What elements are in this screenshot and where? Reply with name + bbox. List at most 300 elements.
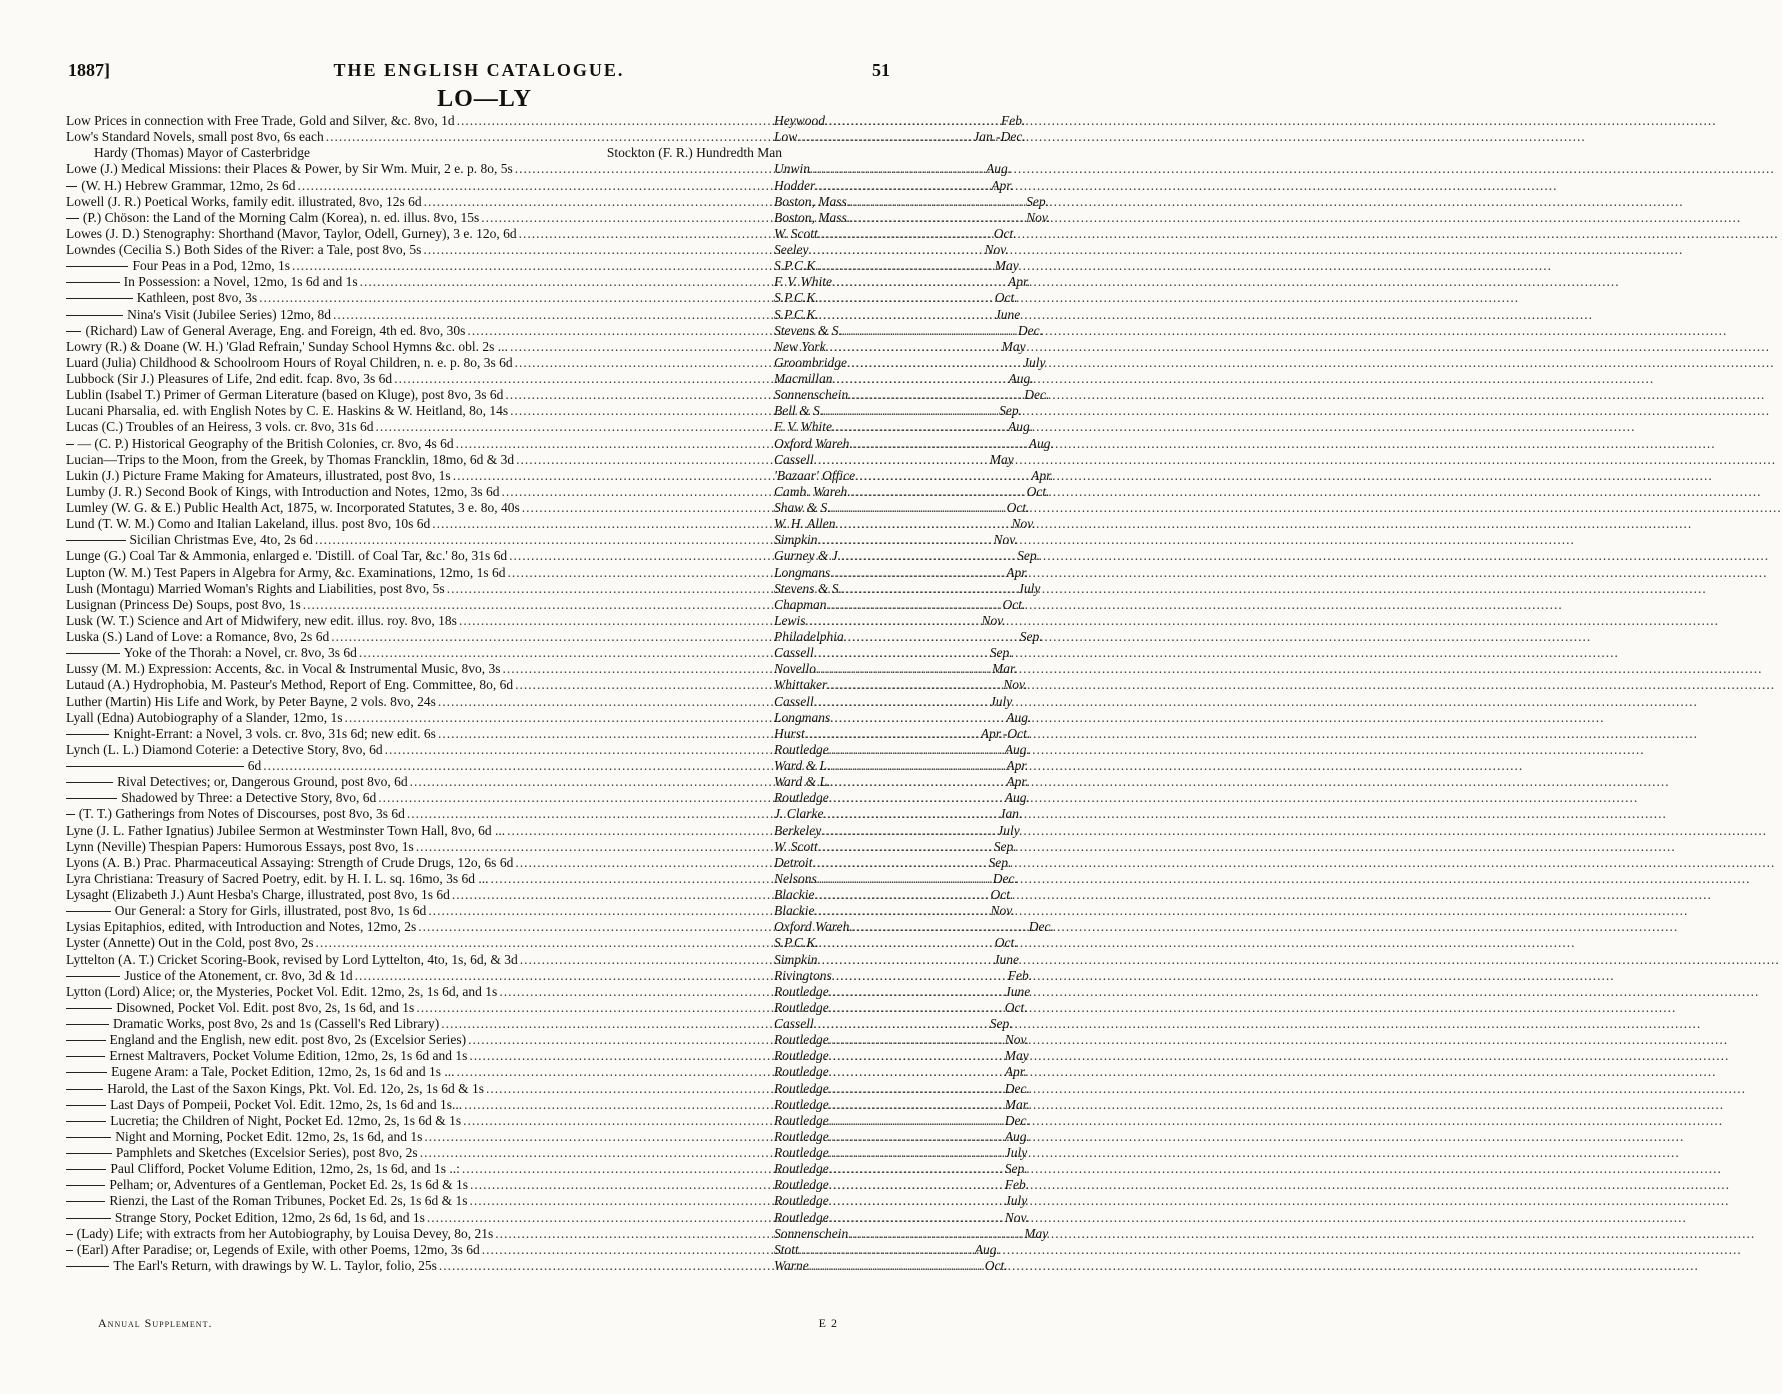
catalogue-entries <box>66 113 1054 1274</box>
dot-leader <box>508 565 772 581</box>
dot-leader <box>824 806 999 822</box>
entry-month: Sep. <box>1026 193 1050 209</box>
entry-publisher: Blackie <box>774 903 815 919</box>
catalogue-entry <box>66 758 1029 774</box>
dot-leader <box>375 419 772 435</box>
catalogue-entry <box>66 725 1031 742</box>
catalogue-entry <box>66 612 1006 629</box>
entry-title: Lucas (C.) Troubles of an Heiress, 3 vols. cr. 8vo, 31s 6d <box>66 419 374 435</box>
catalogue-entry <box>66 371 1034 387</box>
entry-month: Apr. <box>1006 774 1029 790</box>
dot-leader <box>827 597 1002 613</box>
entry-publisher: Nelsons <box>774 870 817 886</box>
dot-leader <box>263 758 772 774</box>
entry-publisher: Routledge <box>774 741 829 757</box>
entry-title: Lussy (M. M.) Expression: Accents, &c. in Vocal & Instrumental Music, 8vo, 3s <box>66 661 501 677</box>
catalogue-entry <box>66 1241 1000 1258</box>
entry-title: Night and Morning, Pocket Edit. 12mo, 2s, 1s 6d, and 1s <box>115 1128 423 1144</box>
dot-leader <box>486 1081 772 1097</box>
entry-publisher: Camb. Wareh. <box>774 483 851 499</box>
dot-leader <box>832 968 1007 984</box>
dot-leader <box>818 226 993 242</box>
entry-title: (W. H.) Hebrew Grammar, 12mo, 2s 6d <box>81 177 296 193</box>
catalogue-entry <box>66 870 1018 887</box>
entry-title: Lyne (J. L. Father Ignatius) Jubilee Sermon at Westminster Town Hall, 8vo, 6d ... <box>66 822 506 838</box>
entry-month: May <box>994 258 1019 274</box>
dot-leader <box>452 887 772 903</box>
catalogue-entry <box>66 596 1026 613</box>
dot-leader <box>829 742 1004 758</box>
entry-publisher: Warne <box>774 1257 809 1273</box>
catalogue-entry <box>66 661 1018 677</box>
entry-title: Lowry (R.) & Doane (W. H.) 'Glad Refrain,' Sunday School Hymns &c. obl. 2s ... <box>66 338 508 354</box>
dot-leader <box>315 532 772 548</box>
catalogue-entry <box>66 451 1014 468</box>
entry-month: Aug. <box>986 161 1012 177</box>
entry-month: Nov. <box>990 903 1015 919</box>
catalogue-entry <box>66 209 1051 226</box>
entry-month: Oct. <box>984 1257 1008 1273</box>
dot-leader <box>378 790 772 806</box>
dot-leader <box>816 661 991 677</box>
dot-leader <box>819 290 994 306</box>
catalogue-entry <box>66 435 1054 452</box>
dot-leader <box>819 258 994 274</box>
entry-publisher: New York <box>774 338 826 354</box>
dot-leader <box>463 1113 772 1129</box>
entry-title: Lynn (Neville) Thespian Papers: Humorous Essays, post 8vo, 1s <box>66 838 414 854</box>
catalogue-entry <box>66 516 1036 532</box>
entry-title: Lowes (J. D.) Stenography: Shorthand (Mavor, Taylor, Odell, Gurney), 3 e. 12o, 6d <box>66 225 517 241</box>
catalogue-entry <box>66 274 1031 290</box>
dot-leader <box>331 629 772 645</box>
entry-publisher: Routledge <box>774 1209 829 1225</box>
entry-month: Sep. <box>993 838 1017 854</box>
entry-title: Lyster (Annette) Out in the Cold, post 8vo, 2s <box>66 935 314 951</box>
entry-title: Our General: a Story for Girls, illustrated, post 8vo, 1s 6d <box>114 903 427 919</box>
entry-month: Dec. <box>1017 322 1043 338</box>
entry-month: Nov. <box>1004 1209 1029 1225</box>
entry-title: (Lady) Life; with extracts from her Autobiography, by Louisa Devey, 8o, 21s <box>76 1225 494 1241</box>
dot-leader <box>832 419 1007 435</box>
catalogue-entry <box>66 967 1033 984</box>
catalogue-entry <box>66 693 1013 710</box>
dot-leader <box>814 452 989 468</box>
entry-title: Last Days of Pompeii, Pocket Vol. Edit. 12mo, 2s, 1s 6d and 1s... <box>110 1096 463 1112</box>
entry-title: Pelham; or, Adventures of a Gentleman, Pocket Ed. 2s, 1s 6d & 1s <box>109 1177 468 1193</box>
entry-publisher: Groombridge <box>774 354 847 370</box>
entry-month: Aug. <box>1006 709 1032 725</box>
entry-publisher: Shaw & S. <box>774 500 831 515</box>
ditto-rule <box>66 1121 106 1122</box>
dot-leader <box>423 242 772 258</box>
entry-title: Yoke of the Thorah: a Novel, cr. 8vo, 3s 6d <box>123 645 357 661</box>
ditto-rule <box>66 976 120 977</box>
entry-month: May <box>1004 1048 1029 1064</box>
dot-leader <box>456 1064 772 1080</box>
dot-leader <box>428 903 772 919</box>
dot-leader <box>829 1129 1004 1145</box>
dot-leader <box>829 1113 1004 1129</box>
catalogue-entry <box>66 774 1029 790</box>
dot-leader <box>467 323 772 339</box>
dot-leader <box>851 484 1026 500</box>
dot-leader <box>441 1016 772 1032</box>
dot-leader <box>456 436 772 452</box>
entry-month: Oct. <box>994 290 1018 306</box>
dot-leader <box>410 774 772 790</box>
footer-left: Annual Supplement. <box>98 1316 213 1330</box>
entry-title: Sicilian Christmas Eve, 4to, 2s 6d <box>129 532 313 548</box>
ditto-rule <box>66 1089 103 1090</box>
entry-title: Paul Clifford, Pocket Volume Edition, 12mo, 2s, 1s 6d, and 1s ..: <box>110 1161 460 1177</box>
entry-publisher: Routledge <box>774 1048 829 1064</box>
entry-month: July <box>1023 354 1046 370</box>
entry-publisher: Hodder <box>774 177 816 193</box>
dot-leader <box>829 1032 1004 1048</box>
entry-publisher: Longmans <box>774 709 831 725</box>
entry-publisher: Oxford Wareh. <box>774 919 853 935</box>
catalogue-entry <box>66 999 1028 1016</box>
entry-title: Pamphlets and Sketches (Excelsior Series), post 8vo, 2s <box>115 1145 418 1160</box>
catalogue-entry <box>66 177 1014 194</box>
entry-title: Lunge (G.) Coal Tar & Ammonia, enlarged e. 'Distill. of Coal Tar, &c.' 8o, 31s 6d <box>66 548 508 564</box>
dot-leader <box>818 532 993 548</box>
dot-leader <box>499 984 772 1000</box>
entry-title: Ernest Maltravers, Pocket Volume Edition, 12mo, 2s, 1s 6d and 1s <box>109 1048 468 1064</box>
dot-leader <box>505 387 772 403</box>
catalogue-entry <box>66 1032 1029 1048</box>
entry-title: Justice of the Atonement, cr. 8vo, 3d & 1d <box>124 967 353 983</box>
entry-publisher: Oxford Wareh. <box>774 435 853 451</box>
catalogue-entry <box>66 1016 1013 1032</box>
entry-month: Nov. <box>1004 1032 1029 1048</box>
dot-leader <box>438 726 772 742</box>
entry-title: Knight-Errant: a Novel, 3 vols. cr. 8vo, 31s 6d; new edit. 6s <box>113 725 436 741</box>
ditto-rule <box>66 1234 73 1235</box>
dot-leader <box>819 935 994 951</box>
catalogue-entry <box>66 1128 1030 1145</box>
dot-leader <box>818 839 993 855</box>
section-heading: LO—LY <box>437 86 532 112</box>
entry-title: Lutaud (A.) Hydrophobia, M. Pasteur's Method, Report of Eng. Committee, 8o, 6d <box>66 677 514 693</box>
entry-month: May <box>1024 1225 1049 1241</box>
entry-month: July <box>1017 580 1041 596</box>
entry-publisher: W. Scott <box>774 838 818 854</box>
entry-title: Lusignan (Princess De) Soups, post 8vo, 1s <box>66 596 301 612</box>
dot-leader <box>459 613 772 629</box>
dot-leader <box>823 403 998 419</box>
dot-leader <box>829 1193 1004 1209</box>
entry-month: Feb. <box>1001 113 1026 128</box>
ditto-rule <box>66 1040 106 1041</box>
ditto-rule <box>66 1024 109 1025</box>
dot-leader <box>495 1226 772 1242</box>
dot-leader <box>814 1016 989 1032</box>
catalogue-entry <box>66 387 1050 403</box>
entry-publisher: Routledge <box>774 790 829 806</box>
ditto-rule <box>66 1250 73 1251</box>
entry-publisher: Cassell <box>774 1016 814 1031</box>
dot-leader <box>333 307 772 323</box>
series-title-right: Stockton (F. R.) Hundredth Man <box>606 145 782 161</box>
catalogue-entry <box>66 1161 1028 1177</box>
dot-leader <box>850 210 1025 226</box>
dot-leader <box>297 178 772 194</box>
entry-publisher: Heywood <box>774 113 825 128</box>
ditto-rule <box>66 1153 112 1154</box>
catalogue-entry <box>66 532 1018 548</box>
dot-leader <box>829 1000 1004 1016</box>
entry-month: Sep. <box>1019 629 1043 644</box>
entry-month: Aug. <box>1004 790 1030 806</box>
catalogue-entry <box>66 983 1031 1000</box>
dot-leader <box>424 1129 772 1145</box>
entry-title: Shadowed by Three: a Detective Story, 8vo, 6d <box>121 790 377 806</box>
dot-leader <box>355 968 772 984</box>
dot-leader <box>259 290 772 306</box>
entry-title: Lysias Epitaphios, edited, with Introduction and Notes, 12mo, 2s <box>66 919 417 935</box>
dot-leader <box>830 758 1005 774</box>
dot-leader <box>830 565 1005 581</box>
entry-publisher: Ward & L. <box>774 774 831 790</box>
dot-leader <box>303 597 772 613</box>
dot-leader <box>438 694 772 710</box>
catalogue-entry <box>66 322 1043 339</box>
ditto-rule <box>66 1185 105 1186</box>
entry-publisher: Detroit <box>774 854 813 870</box>
dot-leader <box>810 161 985 177</box>
entry-month: Apr. <box>1006 758 1029 773</box>
entry-month: Aug. <box>1004 1128 1030 1144</box>
catalogue-entry <box>66 338 1026 355</box>
dot-leader <box>326 129 772 145</box>
entry-publisher: Blackie <box>774 887 815 902</box>
dot-leader <box>813 855 988 871</box>
dot-leader <box>507 823 772 839</box>
catalogue-entry <box>66 145 892 161</box>
entry-publisher: Berkeley <box>774 822 822 838</box>
ditto-rule <box>66 331 81 332</box>
entry-publisher: Seeley <box>774 242 809 257</box>
dot-leader <box>818 952 993 968</box>
dot-leader <box>825 113 1000 129</box>
catalogue-entry <box>66 564 1029 581</box>
entry-month: July <box>1004 1145 1028 1160</box>
entry-month: Nov. <box>993 532 1018 548</box>
dot-leader <box>850 194 1025 210</box>
entry-month: Oct. <box>990 887 1014 902</box>
entry-publisher: 'Bazaar' Office <box>774 467 856 483</box>
ditto-rule <box>66 1137 111 1138</box>
dot-leader <box>814 694 989 710</box>
entry-month: Apr. <box>1006 564 1029 580</box>
entry-title: Lyall (Edna) Autobiography of a Slander, 12mo, 1s <box>66 709 343 725</box>
entry-title: Four Peas in a Pod, 12mo, 1s <box>132 258 290 274</box>
ditto-rule <box>66 266 128 267</box>
entry-publisher: Boston, Mass. <box>774 193 851 209</box>
dot-leader <box>418 919 772 935</box>
series-title-left: Hardy (Thomas) Mayor of Casterbridge <box>94 145 310 161</box>
catalogue-entry <box>66 806 1023 822</box>
entry-title: Lublin (Isabel T.) Primer of German Literature (based on Kluge), post 8vo, 3s 6d <box>66 387 504 403</box>
entry-month: Aug. <box>974 1241 1000 1257</box>
entry-month: Oct. <box>1002 596 1026 612</box>
entry-title: (Earl) After Paradise; or, Legends of Exile, with other Poems, 12mo, 3s 6d <box>76 1241 480 1257</box>
ditto-rule <box>66 814 75 815</box>
dot-leader <box>829 1081 1004 1097</box>
dot-leader <box>844 629 1019 645</box>
entry-publisher: Routledge <box>774 1080 829 1096</box>
entry-publisher: Routledge <box>774 999 829 1015</box>
dot-leader <box>826 339 1001 355</box>
dot-leader <box>515 161 772 177</box>
entry-publisher: Gurney & J. <box>774 548 842 564</box>
catalogue-entry <box>66 935 1018 951</box>
dot-leader <box>468 1032 772 1048</box>
dot-leader <box>809 1258 984 1274</box>
entry-month: June <box>1004 983 1031 999</box>
entry-title: Luard (Julia) Childhood & Schoolroom Hours of Royal Children, n. e. p. 8o, 3s 6d <box>66 354 513 370</box>
entry-title: Lysaght (Elizabeth J.) Aunt Hesba's Charge, illustrated, post 8vo, 1s 6d <box>66 887 450 902</box>
dot-leader <box>842 323 1017 339</box>
ditto-rule <box>66 1008 112 1009</box>
catalogue-entry <box>66 1112 1030 1129</box>
entry-publisher: F. V. White <box>774 274 833 290</box>
dot-leader <box>829 1097 1004 1113</box>
entry-title: Lucretia; the Children of Night, Pocket Ed. 12mo, 2s, 1s 6d & 1s <box>110 1112 462 1128</box>
page-number: 51 <box>872 60 890 80</box>
entry-month: Feb. <box>1004 1177 1030 1193</box>
dot-leader <box>829 1048 1004 1064</box>
ditto-rule <box>66 1105 106 1106</box>
entry-month: May <box>989 451 1014 467</box>
entry-publisher: Cassell <box>774 645 814 661</box>
entry-publisher: Routledge <box>774 1112 829 1128</box>
entry-month: Sep. <box>989 1016 1013 1031</box>
entry-month: Sep. <box>999 403 1022 419</box>
entry-publisher: Stevens & S. <box>774 322 842 338</box>
entry-title: Lyttelton (A. T.) Cricket Scoring-Book, revised by Lord Lyttelton, 4to, 1s, 6d, & 3d <box>66 951 518 967</box>
ditto-rule <box>66 218 79 219</box>
entry-publisher: S.P.C.K. <box>774 306 819 322</box>
catalogue-entry <box>66 629 1043 645</box>
catalogue-entry <box>66 242 1009 258</box>
ditto-rule <box>66 540 126 541</box>
catalogue-entry <box>66 1145 1028 1161</box>
catalogue-entry <box>66 403 1022 419</box>
entry-title: Lowell (J. R.) Poetical Works, family edit. illustrated, 8vo, 12s 6d <box>66 193 422 209</box>
dot-leader <box>821 823 996 839</box>
header-year: 1887] <box>68 60 110 80</box>
entry-publisher: Low <box>774 129 798 145</box>
entry-month: Nov. <box>984 242 1009 257</box>
entry-month: June <box>993 951 1019 967</box>
catalogue-entry <box>66 548 1040 564</box>
dot-leader <box>833 371 1008 387</box>
entry-publisher: S.P.C.K. <box>774 258 819 274</box>
dot-leader <box>315 935 772 951</box>
ditto-rule <box>66 782 113 783</box>
dot-leader <box>830 710 1005 726</box>
catalogue-entry <box>66 1177 1030 1193</box>
dot-leader <box>432 516 772 532</box>
entry-month: Oct. <box>994 935 1018 951</box>
catalogue-entry <box>66 193 1050 210</box>
entry-month: Aug. <box>1008 371 1034 386</box>
dot-leader <box>797 129 972 145</box>
dot-leader <box>848 387 1023 403</box>
dot-leader <box>832 274 1007 290</box>
entry-month: Oct. <box>1006 500 1030 515</box>
dot-leader <box>806 613 981 629</box>
ditto-rule <box>66 1266 109 1267</box>
dot-leader <box>829 1145 1004 1161</box>
entry-title: Lowe (J.) Medical Missions: their Places & Power, by Sir Wm. Muir, 2 e. p. 8o, 5s <box>66 161 513 177</box>
dot-leader <box>817 871 992 887</box>
ditto-rule <box>66 766 244 767</box>
entry-month: Feb. <box>1007 967 1033 983</box>
catalogue-entry <box>66 258 1019 274</box>
dot-leader <box>447 581 772 597</box>
dot-leader <box>522 500 772 516</box>
dot-leader <box>853 436 1028 452</box>
ditto-rule <box>66 1072 107 1073</box>
dot-leader <box>515 355 772 371</box>
dot-leader <box>407 806 772 822</box>
dot-leader <box>394 371 772 387</box>
entry-month: Nov. <box>1026 209 1051 225</box>
catalogue-entry <box>66 1225 1049 1242</box>
dot-leader <box>292 258 772 274</box>
dot-leader <box>815 178 990 194</box>
entry-month: Oct. <box>1026 483 1050 499</box>
dot-leader <box>509 548 772 564</box>
entry-publisher: Unwin <box>774 161 811 177</box>
catalogue-entry <box>66 500 1030 516</box>
dot-leader <box>814 645 989 661</box>
entry-month: July <box>1004 1193 1028 1209</box>
entry-month: Sep. <box>1004 1161 1028 1177</box>
entry-title: Lucian—Trips to the Moon, from the Greek, by Thomas Francklin, 18mo, 6d & 3d <box>66 451 515 467</box>
dot-leader <box>462 1161 772 1177</box>
entry-publisher: Longmans <box>774 564 831 580</box>
dot-leader <box>827 677 1002 693</box>
entry-title: Lyons (A. B.) Prac. Pharmaceutical Assaying: Strength of Crude Drugs, 12o, 6s 6d <box>66 854 514 870</box>
entry-title: Luska (S.) Land of Love: a Romance, 8vo, 2s 6d <box>66 629 330 644</box>
dot-leader <box>836 516 1011 532</box>
entry-publisher: Routledge <box>774 1096 829 1112</box>
dot-leader <box>829 1177 1004 1193</box>
catalogue-entry <box>66 483 1050 500</box>
dot-leader <box>420 1145 772 1161</box>
dot-leader <box>829 790 1004 806</box>
ditto-rule <box>66 798 117 799</box>
ditto-rule <box>66 653 120 654</box>
dot-leader <box>427 1210 772 1226</box>
entry-title: Luther (Martin) His Life and Work, by Peter Bayne, 2 vols. 8vo, 24s <box>66 693 436 709</box>
dot-leader <box>501 484 772 500</box>
entry-publisher: Whittaker <box>774 677 828 693</box>
entry-month: Oct. <box>1004 999 1028 1015</box>
dot-leader <box>469 1048 772 1064</box>
ditto-rule <box>66 1218 111 1219</box>
footer-signature: E 2 <box>818 1316 838 1330</box>
dot-leader <box>814 887 989 903</box>
entry-title: Strange Story, Pocket Edition, 12mo, 2s 6d, 1s 6d, and 1s <box>114 1209 425 1225</box>
entry-title: — (C. P.) Historical Geography of the British Colonies, cr. 8vo, 4s 6d <box>77 435 454 451</box>
ditto-rule <box>66 315 123 316</box>
